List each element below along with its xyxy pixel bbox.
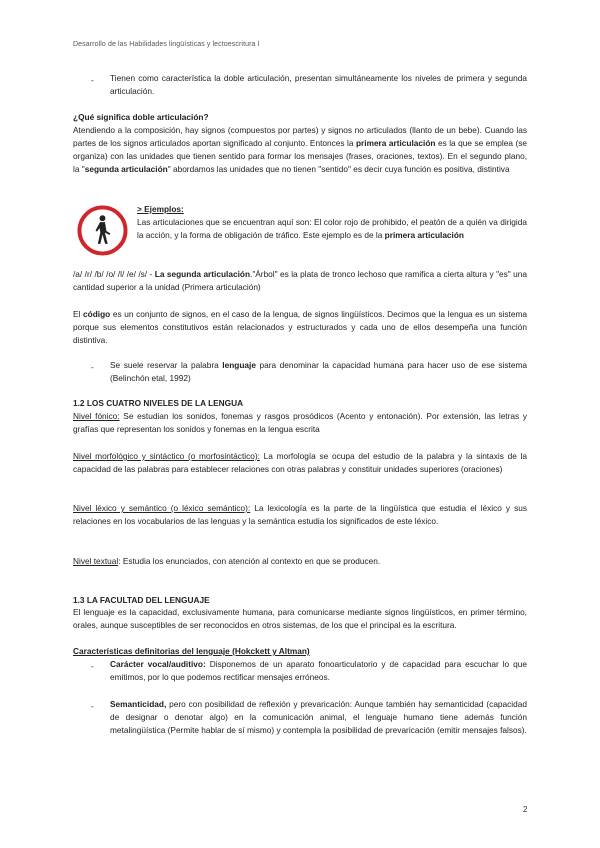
bullet-dash: - xyxy=(91,661,94,671)
bullet-dash: - xyxy=(91,362,94,372)
page-number: 2 xyxy=(523,805,528,814)
nivel-fonico: Nivel fónico: Se estudian los sonidos, fonemas y rasgos prosódicos (Acento y entonación). Por extensión, las letras y grafías que representan los sonidos y fonemas en la lengua escrita xyxy=(73,411,527,434)
paragraph-facultad: El lenguaje es la capacidad, exclusivamente humana, para comunicarse mediante signos lingüísticos, en primer término, orales, aunque susceptibles de ser reconocidos en otros sistemas, de los que el principal es la escritura. xyxy=(73,607,527,630)
bullet-dash: - xyxy=(91,75,94,85)
ejemplos-label: > Ejemplos: xyxy=(137,204,184,214)
nivel-morfosintactico: Nivel morfológico y sintáctico (o morfosintáctico): La morfología se ocupa del estudio de la palabra y la sintaxis de la capacidad de las palabras para establecer relaciones con otras palabras y constituir unidades superiores (oraciones) xyxy=(73,451,527,474)
no-pedestrian-sign-icon xyxy=(77,205,128,256)
bullet-dash: - xyxy=(91,701,94,711)
caracteristicas-heading: Características definitorias del lenguaje (Hokckett y Altman) xyxy=(73,646,310,656)
ejemplos-text: Las articulaciones que se encuentran aquí son: El color rojo de prohibido, el peatón de a quién va dirigida la acción, y la forma de obligación de tráfico. Este ejemplo es de la primera articulación xyxy=(137,217,527,240)
paragraph-codigo: El código es un conjunto de signos, en el caso de la lengua, de signos lingüísticos. Decimos que la lengua es un sistema porque sus elementos constitutivos están relacionados y estructurados y cada uno de ellos desempeña una función distintiva. xyxy=(73,309,528,345)
nivel-lexico: Nivel léxico y semántico (o léxico semántico): La lexicología es la parte de la lingüística que estudia el léxico y sus relaciones en los vocabularios de las lenguas y la semántica estudia los significados de este léxico. xyxy=(73,503,527,526)
section-1-3-heading: 1.3 LA FACULTAD DEL LENGUAJE xyxy=(73,595,210,605)
bullet-doble-articulacion: Tienen como característica la doble articulación, presentan simultáneamente los niveles de primera y segunda articulación. xyxy=(110,73,527,96)
bullet-lenguaje: Se suele reservar la palabra lenguaje para denominar la capacidad humana para hacer uso de ese sistema (Belinchón etal, 1992) xyxy=(110,360,527,383)
caracter-vocal-item: Carácter vocal/auditivo: Disponemos de un aparato fonoarticulatorio y de capacidad para escuchar lo que emitimos, por lo que podemos rectificar mensajes erróneos. xyxy=(110,659,527,682)
running-header: Desarrollo de las Habilidades lingüísticas y lectoescritura I xyxy=(73,41,260,48)
question-heading: ¿Qué significa doble articulación? xyxy=(73,112,209,122)
semanticidad-item: Semanticidad, pero con posibilidad de reflexión y prevaricación: Aunque también hay semanticidad (capacidad de designar o denotar algo) en la comunicación animal, el lenguaje humano tiene además función metalingüística (Permite hablar de sí mismo) y contempla la posibilidad de prevaricación (emitir mensajes falsos). xyxy=(110,699,527,735)
phoneme-example: /a/ /r/ /b/ /o/ /l/ /e/ /s/ - La segunda articulación."Árbol" es la plata de tronco lechoso que ramifica a cierta altura y "es" una cantidad superior a la unidad (Primera articulación) xyxy=(73,269,527,292)
nivel-textual: Nivel textual: Estudia los enunciados, con atención al contexto en que se producen. xyxy=(73,556,381,566)
section-1-2-heading: 1.2 LOS CUATRO NIVELES DE LA LENGUA xyxy=(73,398,244,408)
paragraph-articulacion: Atendiendo a la composición, hay signos (compuestos por partes) y signos no articulados (llanto de un bebe). Cuando las partes de los signos articulados aportan significado al conjunto. Entonces la primera articulación es la que se emplea (se organiza) con las unidades que tienen sentido para formar los mensajes (frases, oraciones, textos). En el segundo plano, la "segunda articulación" abordamos las unidades que no tienen "sentido" es decir cuya función es positiva, distintiva xyxy=(73,125,527,174)
